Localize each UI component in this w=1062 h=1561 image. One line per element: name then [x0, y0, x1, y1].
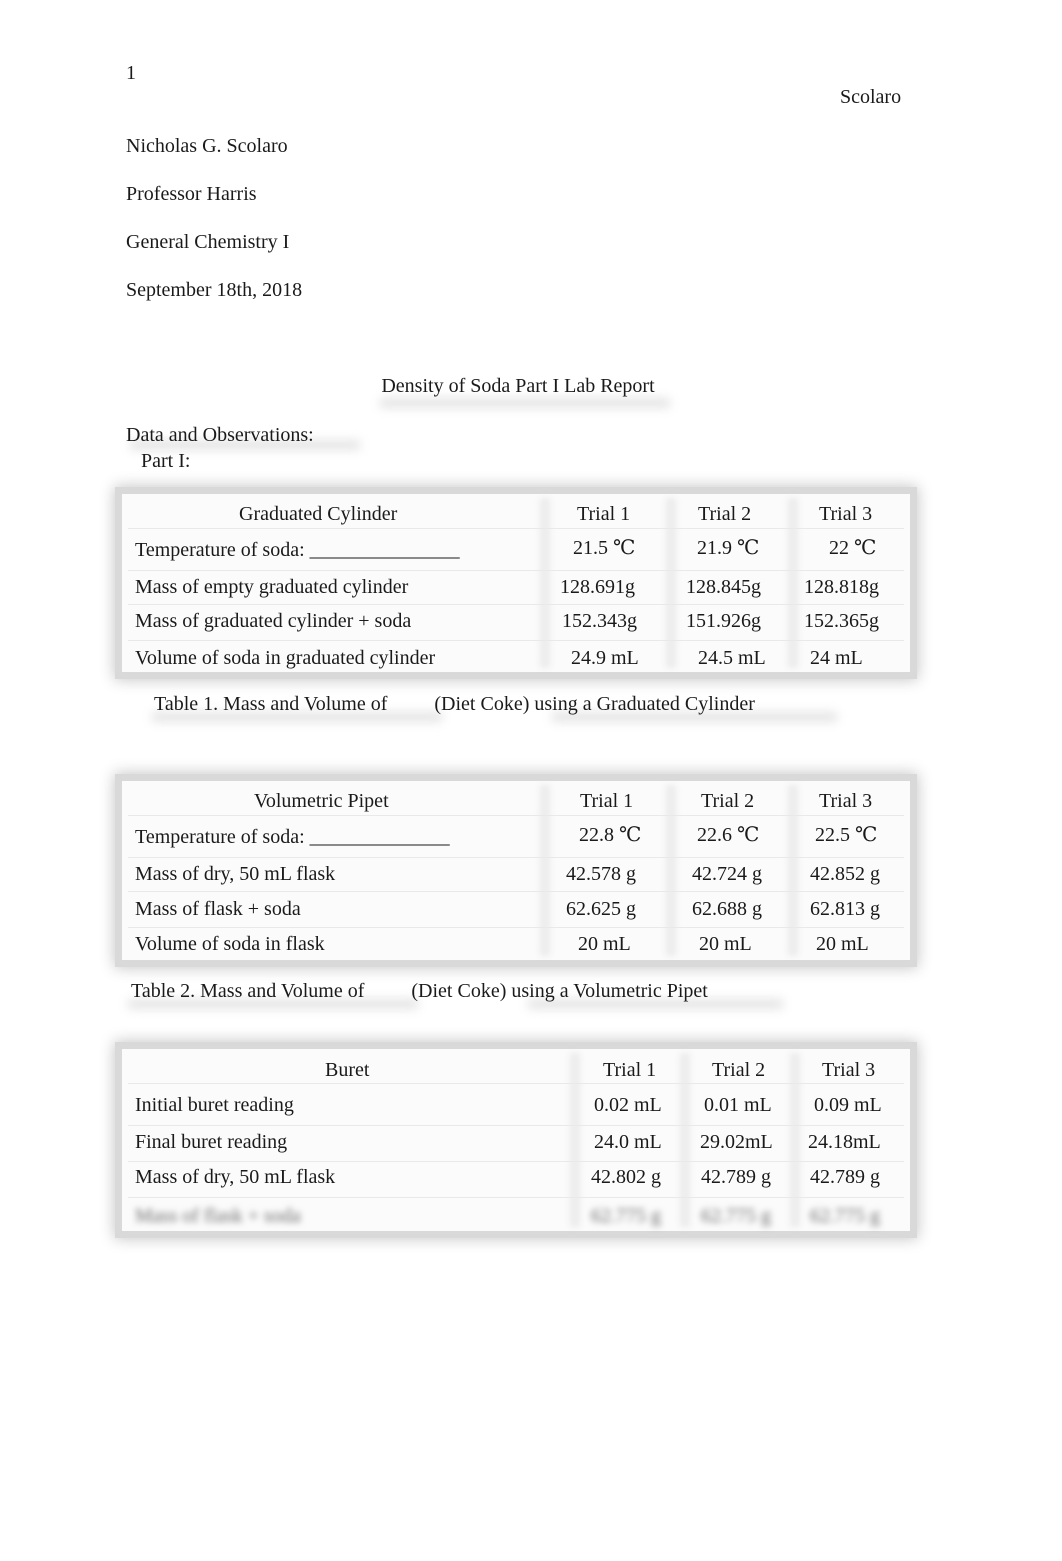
- table-header: Trial 3: [819, 790, 873, 812]
- table-cell: 62.625 g: [566, 898, 636, 920]
- table-cell: 22.6 ℃: [697, 824, 760, 846]
- table-cell: 128.845g: [686, 576, 761, 598]
- document-title: Density of Soda Part I Lab Report: [381, 375, 655, 397]
- table-cell: Mass of flask + soda: [135, 1205, 301, 1227]
- table-cell: 128.691g: [560, 576, 635, 598]
- table-cell: 29.02mL: [700, 1131, 773, 1153]
- table-cell: 62.775 g: [701, 1205, 771, 1227]
- author-name: Nicholas G. Scolaro: [126, 135, 288, 157]
- table-header: Trial 1: [603, 1059, 657, 1081]
- course-name: General Chemistry I: [126, 231, 290, 253]
- table-cell: 20 mL: [578, 933, 631, 955]
- table-cell: Mass of graduated cylinder + soda: [135, 610, 412, 632]
- table-cell: 0.09 mL: [814, 1094, 882, 1116]
- table-cell: 151.926g: [686, 610, 761, 632]
- table-cell: Volume of soda in flask: [135, 933, 325, 955]
- table-header: Trial 2: [701, 790, 755, 812]
- table-cell: 62.688 g: [692, 898, 762, 920]
- table-cell: 22.5 ℃: [815, 824, 878, 846]
- table-cell: Mass of empty graduated cylinder: [135, 576, 409, 598]
- table-cell: 24.9 mL: [571, 647, 639, 669]
- table-cell: Mass of flask + soda: [135, 898, 301, 920]
- table-cell: 24.5 mL: [698, 647, 766, 669]
- table-cell: Temperature of soda: ______________: [135, 826, 450, 848]
- part-label: Part I:: [141, 450, 191, 472]
- table-header: Trial 2: [698, 503, 752, 525]
- table-graduated-cylinder: [122, 494, 910, 672]
- table-cell: 22 ℃: [829, 537, 877, 559]
- table-cell: Initial buret reading: [135, 1094, 294, 1116]
- table-header: Graduated Cylinder: [239, 503, 398, 525]
- section-heading: Data and Observations:: [126, 424, 314, 446]
- table-cell: 0.01 mL: [704, 1094, 772, 1116]
- table-cell: 24.18mL: [808, 1131, 881, 1153]
- table-cell: 42.724 g: [692, 863, 762, 885]
- table-caption: Table 1. Mass and Volume of (Diet Coke) using a Graduated Cylinder: [154, 693, 755, 715]
- table-cell: Volume of soda in graduated cylinder: [135, 647, 436, 669]
- table-cell: 24.0 mL: [594, 1131, 662, 1153]
- date: September 18th, 2018: [126, 279, 303, 301]
- table-caption: Table 2. Mass and Volume of (Diet Coke) using a Volumetric Pipet: [131, 980, 708, 1002]
- table-cell: 62.775 g: [810, 1205, 880, 1227]
- table-cell: 152.343g: [562, 610, 637, 632]
- table-cell: 0.02 mL: [594, 1094, 662, 1116]
- table-cell: 20 mL: [699, 933, 752, 955]
- table-cell: 128.818g: [804, 576, 879, 598]
- table-cell: 21.5 ℃: [573, 537, 636, 559]
- table-cell: 152.365g: [804, 610, 879, 632]
- table-cell: 22.8 ℃: [579, 824, 642, 846]
- table-volumetric-pipet: [122, 781, 910, 960]
- table-cell: 24 mL: [810, 647, 863, 669]
- table-cell: 42.802 g: [591, 1166, 661, 1188]
- table-header: Trial 3: [819, 503, 873, 525]
- table-cell: 42.789 g: [810, 1166, 880, 1188]
- table-header: Trial 2: [712, 1059, 766, 1081]
- table-cell: 62.775 g: [591, 1205, 661, 1227]
- table-header: Volumetric Pipet: [254, 790, 389, 812]
- table-header: Trial 1: [580, 790, 634, 812]
- table-cell: 21.9 ℃: [697, 537, 760, 559]
- table-cell: 42.578 g: [566, 863, 636, 885]
- page-number: 1: [126, 62, 136, 84]
- table-cell: 42.789 g: [701, 1166, 771, 1188]
- table-buret: [122, 1049, 910, 1231]
- table-cell: Mass of dry, 50 mL flask: [135, 863, 336, 885]
- table-cell: Mass of dry, 50 mL flask: [135, 1166, 336, 1188]
- table-header: Trial 1: [577, 503, 631, 525]
- table-cell: 20 mL: [816, 933, 869, 955]
- table-header: Buret: [325, 1059, 370, 1081]
- table-header: Trial 3: [822, 1059, 876, 1081]
- table-cell: 42.852 g: [810, 863, 880, 885]
- table-cell: Final buret reading: [135, 1131, 288, 1153]
- professor-name: Professor Harris: [126, 183, 257, 205]
- table-cell: 62.813 g: [810, 898, 880, 920]
- running-head: Scolaro: [840, 86, 902, 108]
- table-cell: Temperature of soda: _______________: [135, 539, 460, 561]
